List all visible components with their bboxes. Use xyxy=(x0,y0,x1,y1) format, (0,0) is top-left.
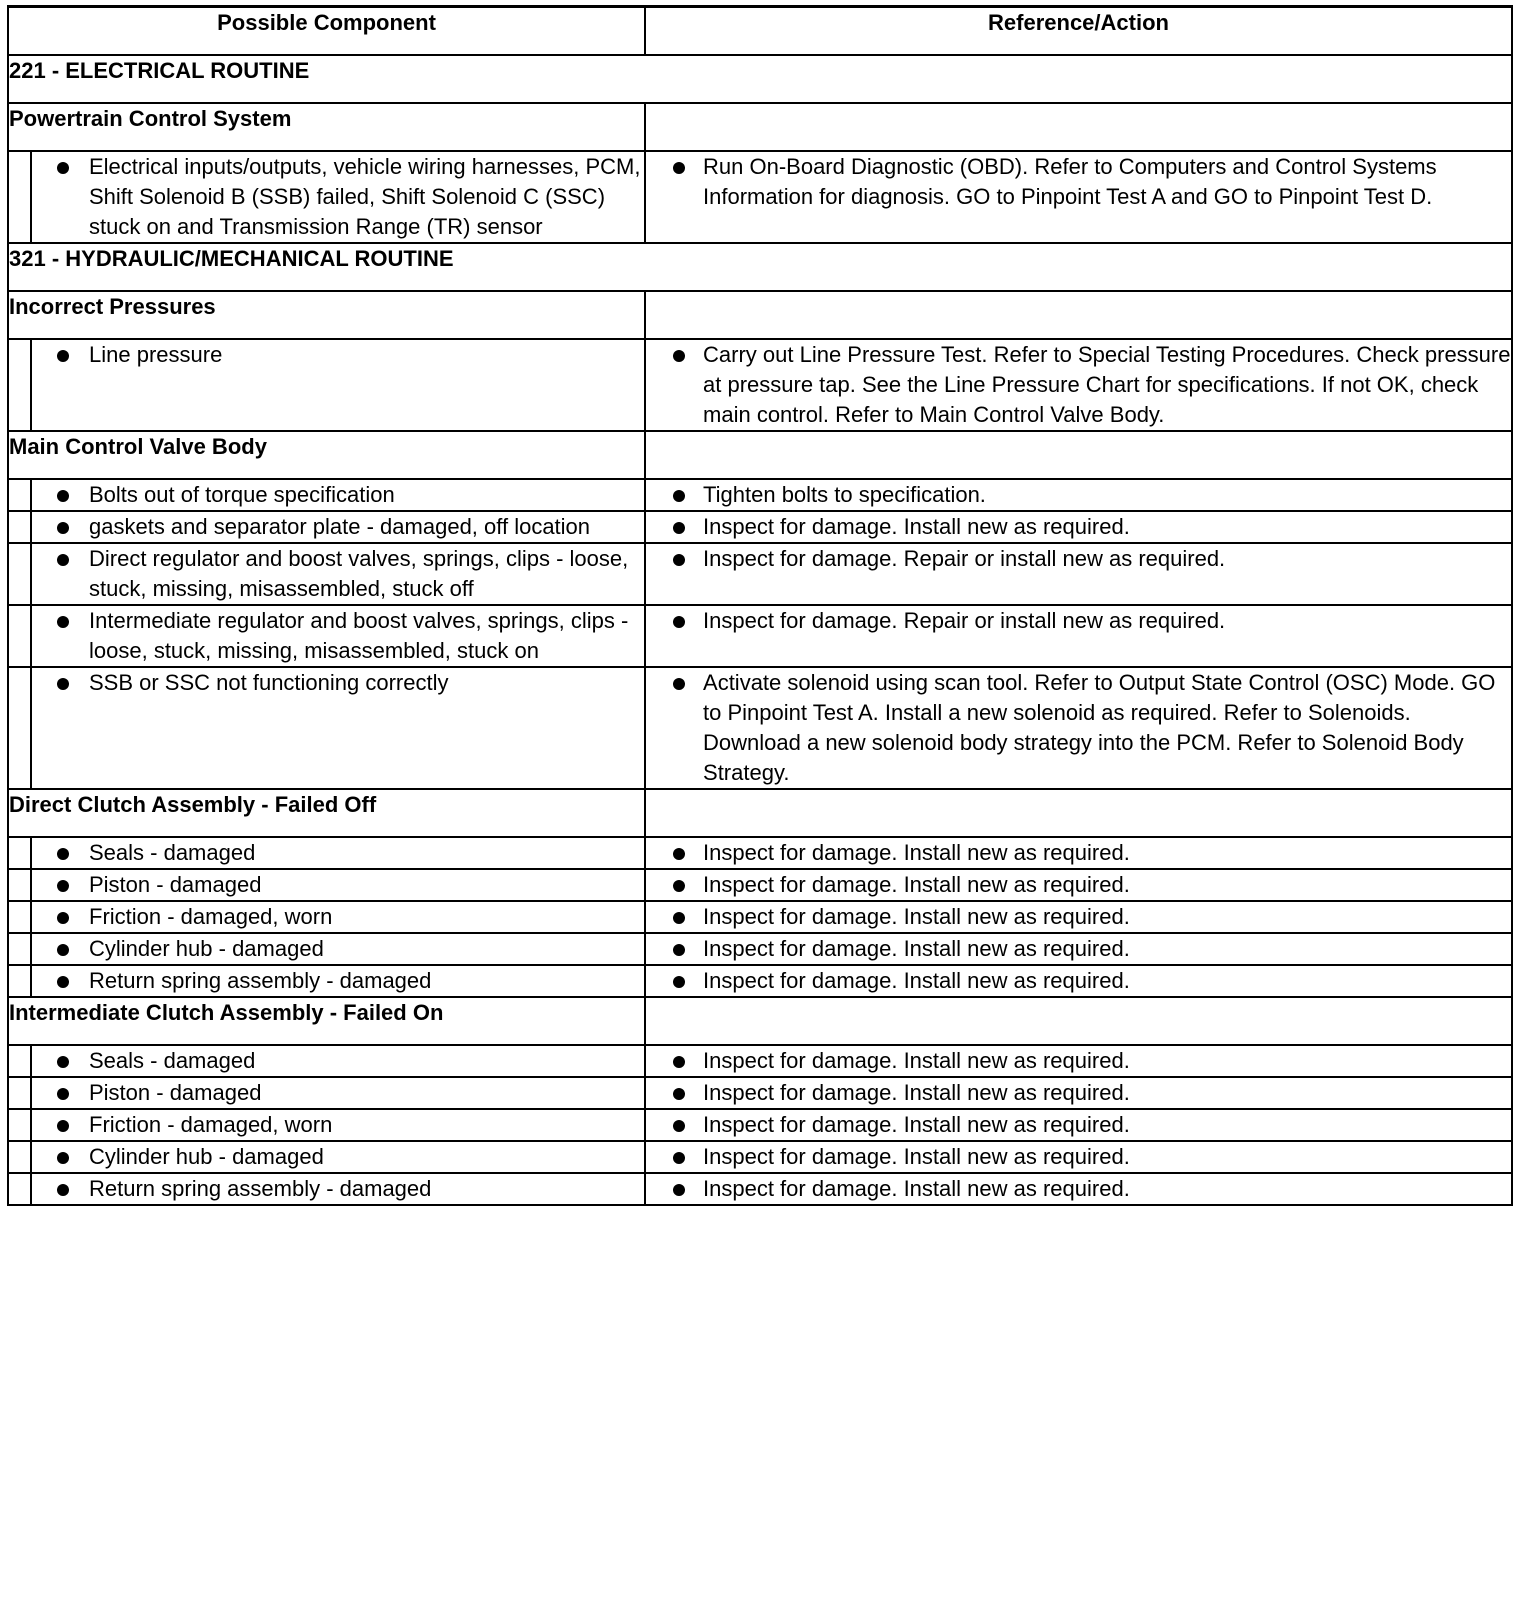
component-item xyxy=(32,1078,644,1108)
component-item xyxy=(32,544,644,604)
table-row xyxy=(8,1077,1512,1109)
component-cell xyxy=(31,901,645,933)
table-row xyxy=(8,933,1512,965)
table-row xyxy=(8,1173,1512,1205)
action-cell xyxy=(645,339,1512,431)
table-row xyxy=(8,511,1512,543)
bullet-icon xyxy=(57,912,69,924)
component-cell xyxy=(31,605,645,667)
subsection-empty-cell xyxy=(645,103,1512,151)
component-item xyxy=(32,480,644,510)
subsection-empty-cell xyxy=(645,997,1512,1045)
subsection-title: Powertrain Control System xyxy=(8,103,645,151)
bullet-icon xyxy=(57,350,69,362)
bullet-icon xyxy=(673,1184,685,1196)
bullet-icon xyxy=(673,616,685,628)
action-item xyxy=(646,1078,1511,1108)
indent-cell xyxy=(8,479,31,511)
subsection-row xyxy=(8,997,1512,1045)
diagnosis-table xyxy=(7,5,1513,1206)
bullet-icon xyxy=(57,1088,69,1100)
bullet-icon xyxy=(673,678,685,690)
action-text: Inspect for damage. Install new as required. xyxy=(703,1144,1130,1169)
action-cell xyxy=(645,869,1512,901)
component-cell xyxy=(31,933,645,965)
table-row xyxy=(8,605,1512,667)
component-cell xyxy=(31,965,645,997)
component-cell xyxy=(31,479,645,511)
bullet-icon xyxy=(673,1088,685,1100)
component-item xyxy=(32,512,644,542)
bullet-icon xyxy=(57,848,69,860)
component-cell xyxy=(31,1173,645,1205)
component-item xyxy=(32,966,644,996)
action-text: Inspect for damage. Repair or install new as required. xyxy=(703,546,1226,571)
indent-cell xyxy=(8,869,31,901)
action-item xyxy=(646,934,1511,964)
component-item xyxy=(32,934,644,964)
subsection-empty-cell xyxy=(645,431,1512,479)
action-text: Inspect for damage. Install new as required. xyxy=(703,1112,1130,1137)
subsection-row xyxy=(8,431,1512,479)
indent-cell xyxy=(8,667,31,789)
action-cell xyxy=(645,965,1512,997)
indent-cell xyxy=(8,511,31,543)
component-text: Return spring assembly - damaged xyxy=(89,968,432,993)
component-text: Return spring assembly - damaged xyxy=(89,1176,432,1201)
action-cell xyxy=(645,1109,1512,1141)
bullet-icon xyxy=(673,554,685,566)
bullet-icon xyxy=(57,490,69,502)
bullet-icon xyxy=(57,1152,69,1164)
subsection-empty-cell xyxy=(645,789,1512,837)
component-cell xyxy=(31,1141,645,1173)
action-text: Inspect for damage. Install new as required. xyxy=(703,936,1130,961)
action-cell xyxy=(645,479,1512,511)
component-text: Cylinder hub - damaged xyxy=(89,1144,324,1169)
action-item xyxy=(646,152,1511,212)
bullet-icon xyxy=(57,162,69,174)
table-body xyxy=(8,55,1512,1205)
indent-cell xyxy=(8,1109,31,1141)
table-row xyxy=(8,1141,1512,1173)
indent-cell xyxy=(8,1077,31,1109)
action-item xyxy=(646,870,1511,900)
component-item xyxy=(32,870,644,900)
table-row xyxy=(8,543,1512,605)
action-item xyxy=(646,606,1511,636)
bullet-icon xyxy=(57,678,69,690)
action-item xyxy=(646,512,1511,542)
action-text: Run On-Board Diagnostic (OBD). Refer to Computers and Control Systems Information for diagnosis. GO to Pinpoint Test A and GO to Pinpoint Test D. xyxy=(703,154,1437,209)
section-title: 321 - HYDRAULIC/MECHANICAL ROUTINE xyxy=(8,243,1512,291)
component-cell xyxy=(31,1109,645,1141)
table-header-row xyxy=(8,7,1512,56)
component-text: Seals - damaged xyxy=(89,840,256,865)
component-cell xyxy=(31,543,645,605)
table-row xyxy=(8,965,1512,997)
bullet-icon xyxy=(673,1152,685,1164)
bullet-icon xyxy=(57,976,69,988)
component-item xyxy=(32,1174,644,1204)
action-item xyxy=(646,1046,1511,1076)
action-item xyxy=(646,544,1511,574)
action-item xyxy=(646,1142,1511,1172)
component-item xyxy=(32,668,644,698)
action-cell xyxy=(645,1141,1512,1173)
action-cell xyxy=(645,667,1512,789)
table-row xyxy=(8,1109,1512,1141)
table-row xyxy=(8,339,1512,431)
action-cell xyxy=(645,511,1512,543)
action-text: Tighten bolts to specification. xyxy=(703,482,986,507)
subsection-row xyxy=(8,789,1512,837)
component-text: Line pressure xyxy=(89,342,223,367)
action-text: Carry out Line Pressure Test. Refer to Special Testing Procedures. Check pressure at pressure tap. See the Line Pressure Chart for specifications. If not OK, check main control. Refer to Main Control Valve Body. xyxy=(703,342,1511,427)
bullet-icon xyxy=(673,490,685,502)
action-cell xyxy=(645,901,1512,933)
action-text: Inspect for damage. Install new as required. xyxy=(703,1080,1130,1105)
component-text: Intermediate regulator and boost valves, springs, clips - loose, stuck, missing, misassembled, stuck on xyxy=(89,608,629,663)
action-cell xyxy=(645,837,1512,869)
action-text: Inspect for damage. Install new as required. xyxy=(703,1176,1130,1201)
bullet-icon xyxy=(57,1056,69,1068)
component-cell xyxy=(31,151,645,243)
bullet-icon xyxy=(673,848,685,860)
table-row xyxy=(8,869,1512,901)
component-item xyxy=(32,902,644,932)
bullet-icon xyxy=(57,1184,69,1196)
component-cell xyxy=(31,667,645,789)
action-item xyxy=(646,838,1511,868)
indent-cell xyxy=(8,339,31,431)
action-item xyxy=(646,1174,1511,1204)
header-possible-component: Possible Component xyxy=(8,7,645,56)
action-text: Inspect for damage. Repair or install new as required. xyxy=(703,608,1226,633)
component-item xyxy=(32,1110,644,1140)
indent-cell xyxy=(8,933,31,965)
component-text: Piston - damaged xyxy=(89,872,262,897)
bullet-icon xyxy=(673,162,685,174)
bullet-icon xyxy=(673,1056,685,1068)
component-cell xyxy=(31,1077,645,1109)
component-item xyxy=(32,838,644,868)
bullet-icon xyxy=(673,522,685,534)
section-title: 221 - ELECTRICAL ROUTINE xyxy=(8,55,1512,103)
component-text: Piston - damaged xyxy=(89,1080,262,1105)
indent-cell xyxy=(8,605,31,667)
action-item xyxy=(646,966,1511,996)
action-item xyxy=(646,668,1511,788)
action-item xyxy=(646,1110,1511,1140)
table-row xyxy=(8,151,1512,243)
bullet-icon xyxy=(673,976,685,988)
component-text: Seals - damaged xyxy=(89,1048,256,1073)
component-item xyxy=(32,1142,644,1172)
component-text: Electrical inputs/outputs, vehicle wiring harnesses, PCM, Shift Solenoid B (SSB) failed, Shift Solenoid C (SSC) stuck on and Transmission Range (TR) sensor xyxy=(89,154,641,239)
component-text: Cylinder hub - damaged xyxy=(89,936,324,961)
bullet-icon xyxy=(57,1120,69,1132)
subsection-title: Incorrect Pressures xyxy=(8,291,645,339)
component-text: Friction - damaged, worn xyxy=(89,1112,333,1137)
indent-cell xyxy=(8,1173,31,1205)
subsection-title: Intermediate Clutch Assembly - Failed On xyxy=(8,997,645,1045)
subsection-title: Direct Clutch Assembly - Failed Off xyxy=(8,789,645,837)
action-cell xyxy=(645,1173,1512,1205)
subsection-row xyxy=(8,103,1512,151)
component-cell xyxy=(31,1045,645,1077)
component-text: Direct regulator and boost valves, springs, clips - loose, stuck, missing, misassembled, stuck off xyxy=(89,546,629,601)
bullet-icon xyxy=(673,1120,685,1132)
bullet-icon xyxy=(57,554,69,566)
action-text: Inspect for damage. Install new as required. xyxy=(703,872,1130,897)
component-text: Friction - damaged, worn xyxy=(89,904,333,929)
subsection-row xyxy=(8,291,1512,339)
indent-cell xyxy=(8,151,31,243)
component-item xyxy=(32,1046,644,1076)
table-row xyxy=(8,667,1512,789)
component-text: Bolts out of torque specification xyxy=(89,482,395,507)
table-row xyxy=(8,837,1512,869)
indent-cell xyxy=(8,1045,31,1077)
component-cell xyxy=(31,869,645,901)
action-item xyxy=(646,340,1511,430)
action-cell xyxy=(645,933,1512,965)
bullet-icon xyxy=(57,944,69,956)
indent-cell xyxy=(8,543,31,605)
indent-cell xyxy=(8,837,31,869)
bullet-icon xyxy=(57,522,69,534)
component-item xyxy=(32,340,644,370)
action-text: Inspect for damage. Install new as required. xyxy=(703,514,1130,539)
action-item xyxy=(646,480,1511,510)
component-text: SSB or SSC not functioning correctly xyxy=(89,670,449,695)
bullet-icon xyxy=(57,880,69,892)
action-cell xyxy=(645,1045,1512,1077)
bullet-icon xyxy=(673,350,685,362)
bullet-icon xyxy=(57,616,69,628)
action-item xyxy=(646,902,1511,932)
component-cell xyxy=(31,339,645,431)
section-row xyxy=(8,243,1512,291)
action-text: Inspect for damage. Install new as required. xyxy=(703,1048,1130,1073)
component-item xyxy=(32,152,644,242)
bullet-icon xyxy=(673,880,685,892)
bullet-icon xyxy=(673,944,685,956)
action-cell xyxy=(645,605,1512,667)
action-text: Inspect for damage. Install new as required. xyxy=(703,840,1130,865)
component-text: gaskets and separator plate - damaged, off location xyxy=(89,514,591,539)
action-text: Activate solenoid using scan tool. Refer to Output State Control (OSC) Mode. GO to Pinpoint Test A. Install a new solenoid as required. Refer to Solenoids. Download a new solenoid body strategy into the PCM. Refer to Solenoid Body Strategy. xyxy=(703,670,1496,785)
indent-cell xyxy=(8,1141,31,1173)
action-text: Inspect for damage. Install new as required. xyxy=(703,904,1130,929)
bullet-icon xyxy=(673,912,685,924)
component-cell xyxy=(31,511,645,543)
indent-cell xyxy=(8,901,31,933)
component-cell xyxy=(31,837,645,869)
subsection-title: Main Control Valve Body xyxy=(8,431,645,479)
action-cell xyxy=(645,151,1512,243)
table-row xyxy=(8,901,1512,933)
header-reference-action: Reference/Action xyxy=(645,7,1512,56)
action-text: Inspect for damage. Install new as required. xyxy=(703,968,1130,993)
table-row xyxy=(8,479,1512,511)
table-row xyxy=(8,1045,1512,1077)
component-item xyxy=(32,606,644,666)
action-cell xyxy=(645,543,1512,605)
indent-cell xyxy=(8,965,31,997)
action-cell xyxy=(645,1077,1512,1109)
section-row xyxy=(8,55,1512,103)
subsection-empty-cell xyxy=(645,291,1512,339)
